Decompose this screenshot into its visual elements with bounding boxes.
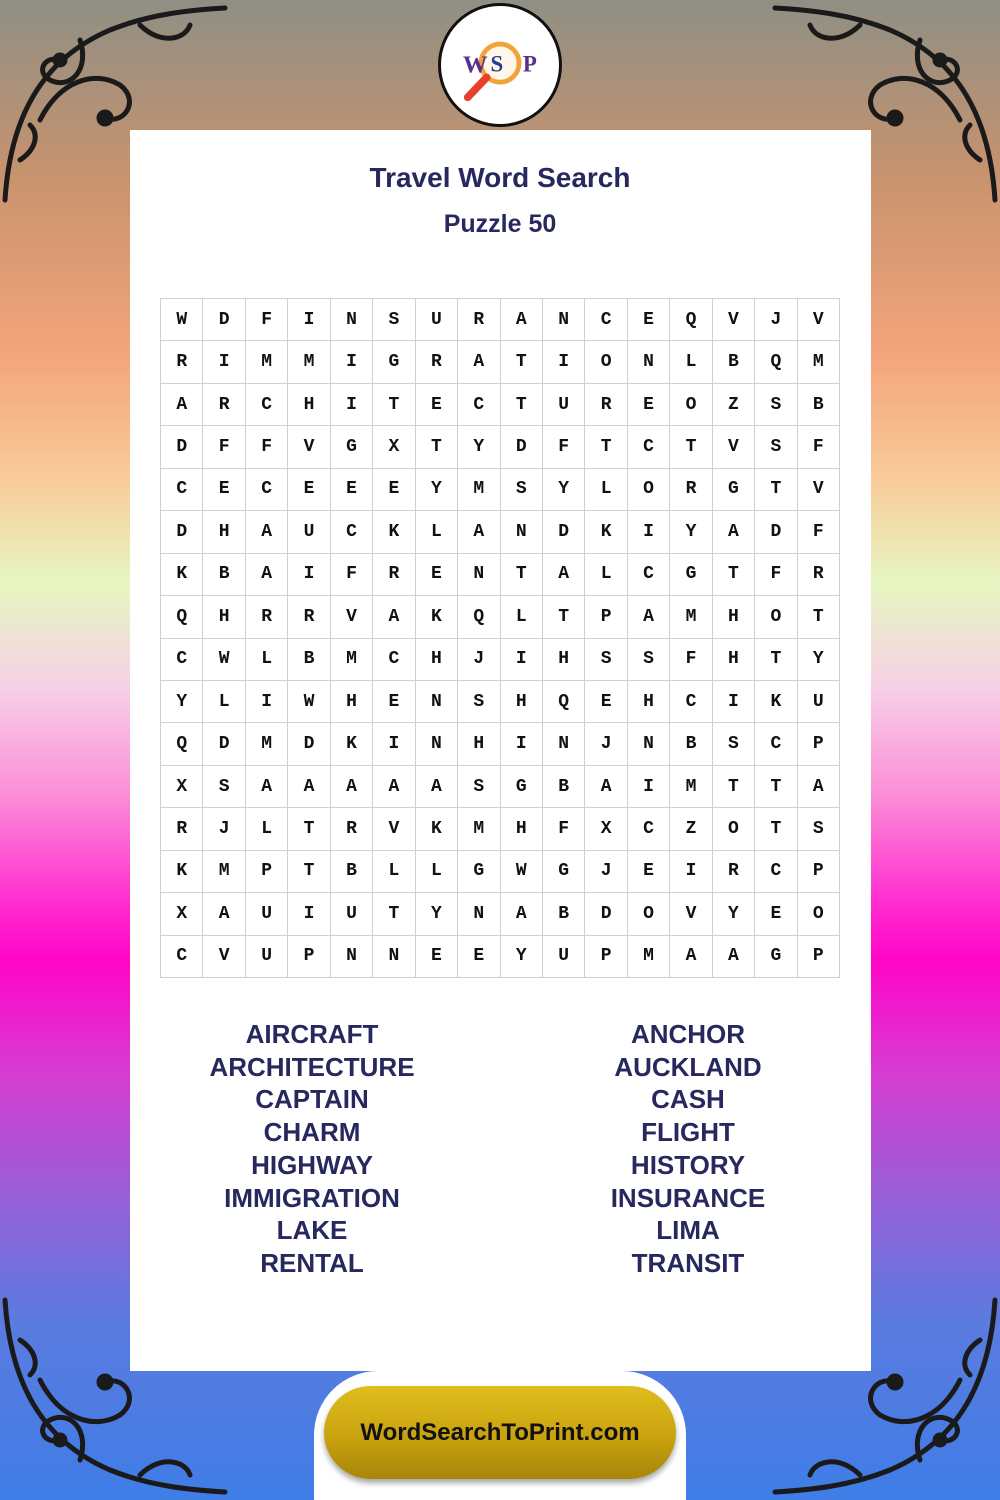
grid-cell: A [628, 596, 670, 638]
grid-cell: F [246, 426, 288, 468]
grid-cell: K [373, 511, 415, 553]
grid-cell: G [670, 554, 712, 596]
grid-cell: B [713, 341, 755, 383]
grid-cell: L [203, 681, 245, 723]
grid-cell: N [543, 299, 585, 341]
grid-cell: N [458, 893, 500, 935]
grid-cell: G [331, 426, 373, 468]
grid-cell: A [458, 511, 500, 553]
grid-cell: S [713, 723, 755, 765]
grid-cell: A [670, 936, 712, 978]
grid-cell: T [755, 469, 797, 511]
grid-cell: D [161, 511, 203, 553]
grid-cell: C [161, 639, 203, 681]
grid-cell: R [713, 851, 755, 893]
grid-cell: O [670, 384, 712, 426]
grid-cell: I [670, 851, 712, 893]
grid-cell: U [798, 681, 840, 723]
word-list-left [162, 1018, 462, 1280]
grid-cell: J [458, 639, 500, 681]
grid-cell: Q [458, 596, 500, 638]
puzzle-number: Puzzle 50 [443, 210, 557, 238]
grid-cell: M [670, 596, 712, 638]
grid-cell: S [501, 469, 543, 511]
word-item: CAPTAIN [255, 1084, 369, 1115]
grid-cell: W [161, 299, 203, 341]
grid-cell: T [755, 808, 797, 850]
grid-cell: M [628, 936, 670, 978]
grid-cell: R [331, 808, 373, 850]
grid-cell: I [288, 893, 330, 935]
grid-cell: A [331, 766, 373, 808]
grid-cell: X [161, 766, 203, 808]
grid-cell: B [670, 723, 712, 765]
grid-cell: R [798, 554, 840, 596]
grid-cell: L [416, 511, 458, 553]
grid-cell: C [246, 469, 288, 511]
grid-cell: R [161, 808, 203, 850]
word-item: FLIGHT [641, 1117, 735, 1148]
grid-cell: B [288, 639, 330, 681]
grid-cell: N [628, 723, 670, 765]
grid-cell: M [288, 341, 330, 383]
grid-cell: J [755, 299, 797, 341]
grid-cell: A [373, 596, 415, 638]
grid-cell: S [585, 639, 627, 681]
grid-cell: Q [161, 723, 203, 765]
grid-cell: Q [543, 681, 585, 723]
grid-cell: T [373, 893, 415, 935]
grid-cell: E [585, 681, 627, 723]
grid-cell: M [246, 341, 288, 383]
grid-cell: G [713, 469, 755, 511]
grid-cell: B [331, 851, 373, 893]
grid-cell: L [246, 808, 288, 850]
grid-cell: K [585, 511, 627, 553]
grid-cell: F [246, 299, 288, 341]
grid-cell: C [628, 808, 670, 850]
grid-cell: H [501, 808, 543, 850]
grid-cell: Y [416, 469, 458, 511]
grid-cell: D [585, 893, 627, 935]
grid-cell: I [246, 681, 288, 723]
grid-cell: F [798, 426, 840, 468]
grid-cell: T [288, 851, 330, 893]
grid-cell: H [458, 723, 500, 765]
grid-cell: E [416, 554, 458, 596]
grid-cell: I [543, 341, 585, 383]
grid-cell: H [331, 681, 373, 723]
grid-cell: S [755, 384, 797, 426]
grid-cell: L [585, 554, 627, 596]
grid-cell: V [713, 299, 755, 341]
grid-cell: T [501, 341, 543, 383]
grid-cell: G [373, 341, 415, 383]
grid-cell: T [713, 766, 755, 808]
grid-cell: D [543, 511, 585, 553]
grid-cell: P [798, 936, 840, 978]
grid-cell: J [585, 723, 627, 765]
word-item: HISTORY [630, 1149, 746, 1180]
grid-cell: T [543, 596, 585, 638]
grid-cell: E [628, 299, 670, 341]
grid-cell: T [501, 554, 543, 596]
grid-cell: R [288, 596, 330, 638]
grid-cell: S [798, 808, 840, 850]
grid-cell: C [628, 554, 670, 596]
grid-cell: K [161, 851, 203, 893]
grid-cell: O [628, 469, 670, 511]
grid-cell: F [543, 426, 585, 468]
letter-grid [160, 298, 840, 978]
grid-cell: C [373, 639, 415, 681]
grid-cell: E [458, 936, 500, 978]
grid-cell: T [670, 426, 712, 468]
grid-cell: I [288, 299, 330, 341]
grid-cell: E [416, 936, 458, 978]
grid-cell: T [755, 639, 797, 681]
grid-cell: R [585, 384, 627, 426]
grid-cell: Y [713, 893, 755, 935]
grid-cell: B [203, 554, 245, 596]
grid-cell: J [585, 851, 627, 893]
grid-cell: K [416, 808, 458, 850]
grid-cell: P [798, 723, 840, 765]
grid-cell: A [246, 554, 288, 596]
grid-cell: H [203, 511, 245, 553]
grid-cell: A [246, 511, 288, 553]
grid-cell: N [458, 554, 500, 596]
grid-cell: I [501, 639, 543, 681]
grid-cell: S [755, 426, 797, 468]
grid-cell: L [373, 851, 415, 893]
grid-cell: T [798, 596, 840, 638]
grid-cell: V [331, 596, 373, 638]
logo-letter-s: S [490, 51, 504, 77]
grid-cell: C [161, 469, 203, 511]
grid-cell: Z [670, 808, 712, 850]
grid-cell: T [501, 384, 543, 426]
grid-cell: A [543, 554, 585, 596]
grid-cell: B [798, 384, 840, 426]
grid-cell: K [416, 596, 458, 638]
grid-cell: U [543, 384, 585, 426]
grid-cell: D [203, 723, 245, 765]
grid-cell: S [373, 299, 415, 341]
grid-cell: G [501, 766, 543, 808]
grid-cell: B [543, 766, 585, 808]
grid-cell: N [628, 341, 670, 383]
grid-cell: H [543, 639, 585, 681]
grid-cell: Y [416, 893, 458, 935]
word-item: RENTAL [260, 1247, 364, 1278]
grid-cell: N [501, 511, 543, 553]
grid-cell: M [246, 723, 288, 765]
grid-cell: T [755, 766, 797, 808]
grid-cell: D [501, 426, 543, 468]
grid-cell: F [203, 426, 245, 468]
grid-cell: E [416, 384, 458, 426]
grid-cell: L [501, 596, 543, 638]
grid-cell: Y [543, 469, 585, 511]
grid-cell: F [670, 639, 712, 681]
grid-cell: S [628, 639, 670, 681]
grid-cell: H [203, 596, 245, 638]
grid-cell: T [585, 426, 627, 468]
grid-cell: L [416, 851, 458, 893]
grid-cell: U [288, 511, 330, 553]
grid-cell: H [288, 384, 330, 426]
grid-cell: M [203, 851, 245, 893]
grid-cell: K [755, 681, 797, 723]
grid-cell: S [203, 766, 245, 808]
grid-cell: U [246, 936, 288, 978]
grid-cell: H [628, 681, 670, 723]
grid-cell: A [585, 766, 627, 808]
grid-cell: C [161, 936, 203, 978]
grid-cell: C [755, 851, 797, 893]
grid-cell: B [543, 893, 585, 935]
grid-cell: I [713, 681, 755, 723]
website-link-button[interactable]: WordSearchToPrint.com [324, 1386, 676, 1479]
grid-cell: P [246, 851, 288, 893]
grid-cell: T [288, 808, 330, 850]
grid-cell: U [543, 936, 585, 978]
grid-cell: I [628, 511, 670, 553]
grid-cell: P [288, 936, 330, 978]
page-title: Travel Word Search [369, 162, 631, 193]
grid-cell: A [713, 511, 755, 553]
grid-cell: O [755, 596, 797, 638]
word-item: ARCHITECTURE [209, 1051, 415, 1082]
grid-cell: A [798, 766, 840, 808]
grid-cell: N [373, 936, 415, 978]
grid-cell: A [203, 893, 245, 935]
grid-cell: V [373, 808, 415, 850]
word-item: HIGHWAY [251, 1149, 373, 1180]
grid-cell: X [585, 808, 627, 850]
grid-cell: T [713, 554, 755, 596]
grid-cell: E [331, 469, 373, 511]
grid-cell: X [373, 426, 415, 468]
grid-cell: N [416, 723, 458, 765]
logo-letter-w: W [462, 51, 488, 79]
grid-cell: D [161, 426, 203, 468]
grid-cell: G [458, 851, 500, 893]
grid-cell: T [416, 426, 458, 468]
grid-cell: X [161, 893, 203, 935]
grid-cell: I [331, 341, 373, 383]
grid-cell: W [203, 639, 245, 681]
grid-cell: R [670, 469, 712, 511]
grid-cell: R [416, 341, 458, 383]
grid-cell: E [203, 469, 245, 511]
grid-cell: V [798, 299, 840, 341]
grid-cell: V [288, 426, 330, 468]
grid-cell: R [373, 554, 415, 596]
grid-cell: U [416, 299, 458, 341]
grid-cell: C [458, 384, 500, 426]
word-item: LAKE [276, 1215, 348, 1246]
grid-cell: Y [670, 511, 712, 553]
grid-cell: R [246, 596, 288, 638]
grid-cell: P [798, 851, 840, 893]
word-item: INSURANCE [610, 1182, 766, 1213]
grid-cell: C [755, 723, 797, 765]
grid-cell: Z [713, 384, 755, 426]
word-item: ANCHOR [630, 1019, 746, 1049]
grid-cell: N [331, 936, 373, 978]
logo-letter-p: P [522, 51, 537, 77]
grid-cell: A [501, 299, 543, 341]
grid-cell: S [458, 766, 500, 808]
grid-cell: O [585, 341, 627, 383]
grid-cell: M [798, 341, 840, 383]
grid-cell: D [203, 299, 245, 341]
grid-cell: H [416, 639, 458, 681]
grid-cell: W [288, 681, 330, 723]
grid-cell: C [585, 299, 627, 341]
grid-cell: R [458, 299, 500, 341]
word-item: AUCKLAND [614, 1051, 762, 1082]
grid-cell: R [161, 341, 203, 383]
word-item: TRANSIT [631, 1247, 745, 1278]
grid-cell: F [543, 808, 585, 850]
grid-cell: A [161, 384, 203, 426]
grid-cell: M [670, 766, 712, 808]
wsp-logo[interactable] [438, 3, 562, 127]
grid-cell: E [373, 469, 415, 511]
grid-cell: M [458, 808, 500, 850]
grid-cell: L [585, 469, 627, 511]
grid-cell: L [670, 341, 712, 383]
grid-cell: A [458, 341, 500, 383]
grid-cell: A [501, 893, 543, 935]
grid-cell: I [501, 723, 543, 765]
grid-cell: U [331, 893, 373, 935]
word-item: AIRCRAFT [245, 1019, 379, 1049]
grid-cell: P [585, 936, 627, 978]
grid-cell: A [373, 766, 415, 808]
grid-cell: F [755, 554, 797, 596]
grid-cell: F [798, 511, 840, 553]
grid-cell: A [713, 936, 755, 978]
grid-cell: C [670, 681, 712, 723]
grid-cell: K [161, 554, 203, 596]
grid-cell: I [331, 384, 373, 426]
grid-cell: Q [755, 341, 797, 383]
grid-cell: N [543, 723, 585, 765]
grid-cell: V [670, 893, 712, 935]
grid-cell: E [755, 893, 797, 935]
grid-cell: Y [458, 426, 500, 468]
grid-cell: Y [798, 639, 840, 681]
grid-cell: M [458, 469, 500, 511]
grid-cell: K [331, 723, 373, 765]
grid-cell: C [628, 426, 670, 468]
grid-cell: I [628, 766, 670, 808]
grid-cell: O [713, 808, 755, 850]
grid-cell: H [713, 596, 755, 638]
word-item: LIMA [656, 1215, 720, 1246]
word-item: CASH [651, 1084, 725, 1115]
grid-cell: N [331, 299, 373, 341]
grid-cell: H [501, 681, 543, 723]
grid-cell: E [628, 384, 670, 426]
grid-cell: C [246, 384, 288, 426]
grid-cell: E [373, 681, 415, 723]
grid-cell: G [755, 936, 797, 978]
grid-cell: A [246, 766, 288, 808]
grid-cell: Q [161, 596, 203, 638]
grid-cell: D [755, 511, 797, 553]
grid-cell: E [288, 469, 330, 511]
grid-cell: R [203, 384, 245, 426]
grid-cell: A [416, 766, 458, 808]
word-item: IMMIGRATION [224, 1182, 400, 1213]
grid-cell: C [331, 511, 373, 553]
grid-cell: Q [670, 299, 712, 341]
grid-cell: I [288, 554, 330, 596]
grid-cell: V [798, 469, 840, 511]
grid-cell: Y [161, 681, 203, 723]
grid-cell: J [203, 808, 245, 850]
grid-cell: O [628, 893, 670, 935]
grid-cell: M [331, 639, 373, 681]
grid-cell: H [713, 639, 755, 681]
grid-cell: G [543, 851, 585, 893]
grid-cell: S [458, 681, 500, 723]
grid-cell: Y [501, 936, 543, 978]
grid-cell: L [246, 639, 288, 681]
grid-cell: I [373, 723, 415, 765]
grid-cell: U [246, 893, 288, 935]
grid-cell: T [373, 384, 415, 426]
grid-cell: I [203, 341, 245, 383]
grid-cell: A [288, 766, 330, 808]
word-list-right [538, 1018, 838, 1280]
grid-cell: V [203, 936, 245, 978]
grid-cell: O [798, 893, 840, 935]
word-item: CHARM [263, 1117, 361, 1148]
grid-cell: P [585, 596, 627, 638]
grid-cell: E [628, 851, 670, 893]
grid-cell: N [416, 681, 458, 723]
grid-cell: D [288, 723, 330, 765]
grid-cell: W [501, 851, 543, 893]
grid-cell: V [713, 426, 755, 468]
grid-cell: F [331, 554, 373, 596]
